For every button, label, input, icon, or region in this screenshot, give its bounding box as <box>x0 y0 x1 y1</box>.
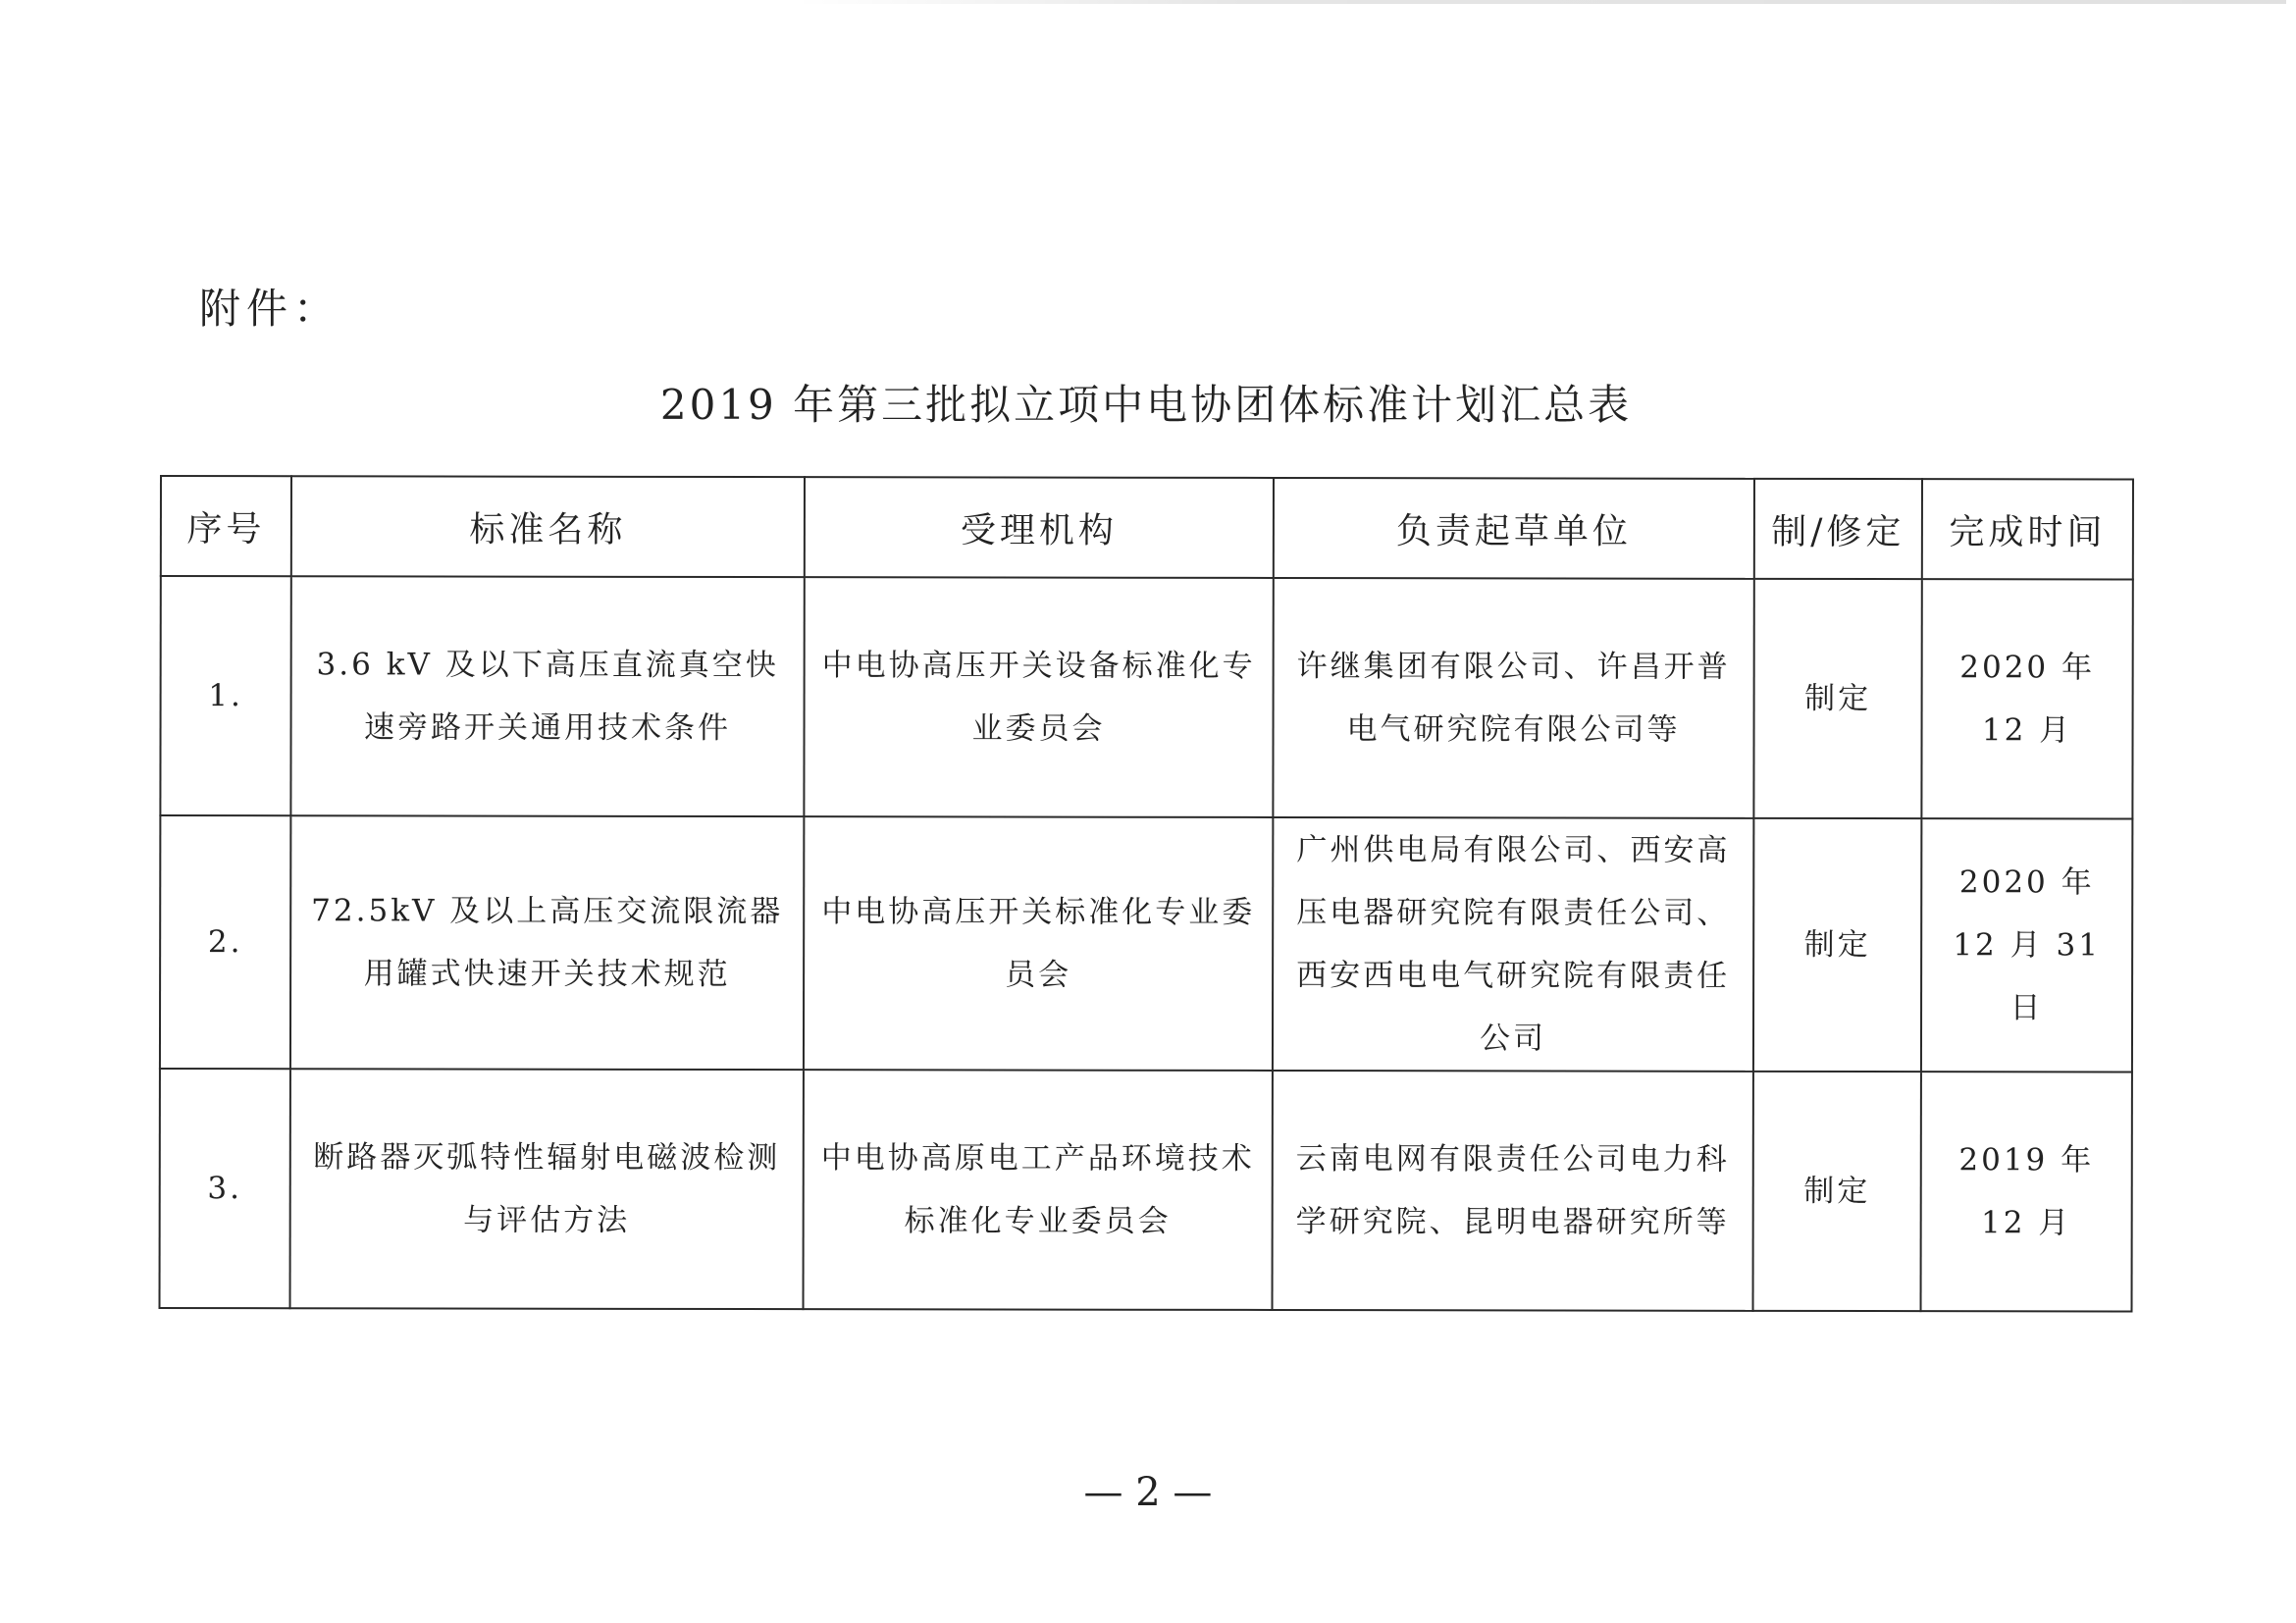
cell-standard-name: 72.5kV 及以上高压交流限流器用罐式快速开关技术规范 <box>290 815 804 1070</box>
table-row <box>160 576 2132 819</box>
cell-accepting-body: 中电协高压开关设备标准化专业委员会 <box>804 577 1273 817</box>
cell-type: 制定 <box>1753 818 1921 1072</box>
standards-plan-table <box>159 475 2134 1313</box>
header-standard-name: 标准名称 <box>291 476 805 577</box>
cell-accepting-body: 中电协高原电工产品环境技术标准化专业委员会 <box>804 1070 1273 1310</box>
attachment-label: 附件： <box>199 285 341 333</box>
header-seq: 序号 <box>161 476 291 576</box>
cell-drafting-units: 云南电网有限责任公司电力科学研究院、昆明电器研究所等 <box>1273 1071 1753 1311</box>
cell-completion: 2020 年 12 月 <box>1921 579 2132 818</box>
table-row <box>160 815 2132 1073</box>
cell-drafting-units: 广州供电局有限公司、西安高压电器研究院有限责任公司、西安西电电气研究院有限责任公司 <box>1273 817 1753 1072</box>
table-row <box>160 1069 2132 1312</box>
cell-type: 制定 <box>1753 579 1921 818</box>
cell-drafting-units: 许继集团有限公司、许昌开普电气研究院有限公司等 <box>1273 578 1753 818</box>
cell-completion: 2020 年 12 月 31 日 <box>1921 818 2132 1072</box>
cell-seq: 3. <box>160 1069 290 1308</box>
cell-accepting-body: 中电协高压开关标准化专业委员会 <box>804 816 1273 1071</box>
scan-edge-shadow <box>795 0 2286 4</box>
page-number: — 2 — <box>1083 1470 1213 1515</box>
cell-standard-name: 3.6 kV 及以下高压直流真空快速旁路开关通用技术条件 <box>290 576 804 816</box>
header-type: 制/修定 <box>1754 479 1922 579</box>
cell-seq: 1. <box>160 576 290 815</box>
cell-seq: 2. <box>160 815 290 1069</box>
header-completion: 完成时间 <box>1922 479 2133 579</box>
document-title: 2019 年第三批拟立项中电协团体标准计划汇总表 <box>659 381 1633 429</box>
header-accepting-body: 受理机构 <box>805 477 1274 578</box>
cell-completion: 2019 年 12 月 <box>1921 1072 2132 1311</box>
cell-standard-name: 断路器灭弧特性辐射电磁波检测与评估方法 <box>290 1069 804 1309</box>
header-drafting-units: 负责起草单位 <box>1274 478 1754 579</box>
table-header-row <box>161 476 2133 580</box>
cell-type: 制定 <box>1753 1072 1921 1311</box>
